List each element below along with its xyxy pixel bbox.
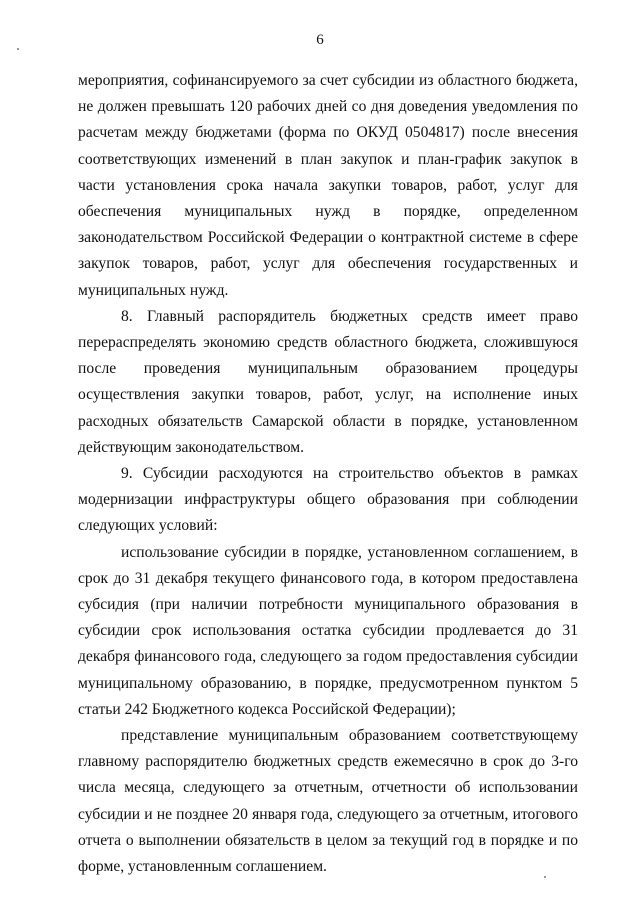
paragraph-continuation: мероприятия, софинансируемого за счет субсидии из областного бюджета, не должен превышать 120 рабочих дней со дня доведения уведомления по расчетам между бюджетами (форма по ОКУД 0504817) после внесения соответствующих изменений в план закупок и план-график закупок в части установления срока начала закупки товаров, работ, услуг для обеспечения муниципальных нужд в порядке, определенном законодательством Российской Федерации о контрактной системе в сфере закупок товаров, работ, услуг для обеспечения государственных и муниципальных нужд. xyxy=(78,72,578,299)
page-number: 6 xyxy=(316,32,324,48)
paragraph-item-9: 9. Субсидии расходуются на строительство объектов в рамках модернизации инфраструктуры общего образования при соблюдении следующих условий: xyxy=(78,465,578,535)
paragraph-item-8: 8. Главный распорядитель бюджетных средств имеет право перераспределять экономию средств областного бюджета, сложившуюся после проведения муниципальным образованием процедуры осуществления закупки товаров, работ, услуг, на исполнение иных расходных обязательств Самарской области в порядке, установленном действующим законодательством. xyxy=(78,307,578,456)
scan-speck xyxy=(17,48,19,50)
scan-speck xyxy=(544,876,546,878)
paragraph-condition-usage: использование субсидии в порядке, установленном соглашением, в срок до 31 декабря текущего финансового года, в котором предоставлена субсидия (при наличии потребности муниципального образования в субсидии срок использования остатка субсидии продлевается до 31 декабря финансового года, следующего за годом предоставления субсидии муниципальному образованию, в порядке, предусмотренном пунктом 5 статьи 242 Бюджетного кодекса Российской Федерации); xyxy=(78,543,578,718)
paragraph-condition-reporting: представление муниципальным образованием соответствующему главному распорядителю бюджетных средств ежемесячно в срок до 3-го числа месяца, следующего за отчетным, отчетности об использовании субсидии и не позднее 20 января года, следующего за отчетным, итогового отчета о выполнении обязательств в целом за текущий год в порядке и по форме, установленным соглашением. xyxy=(78,727,578,876)
document-body xyxy=(78,68,578,880)
